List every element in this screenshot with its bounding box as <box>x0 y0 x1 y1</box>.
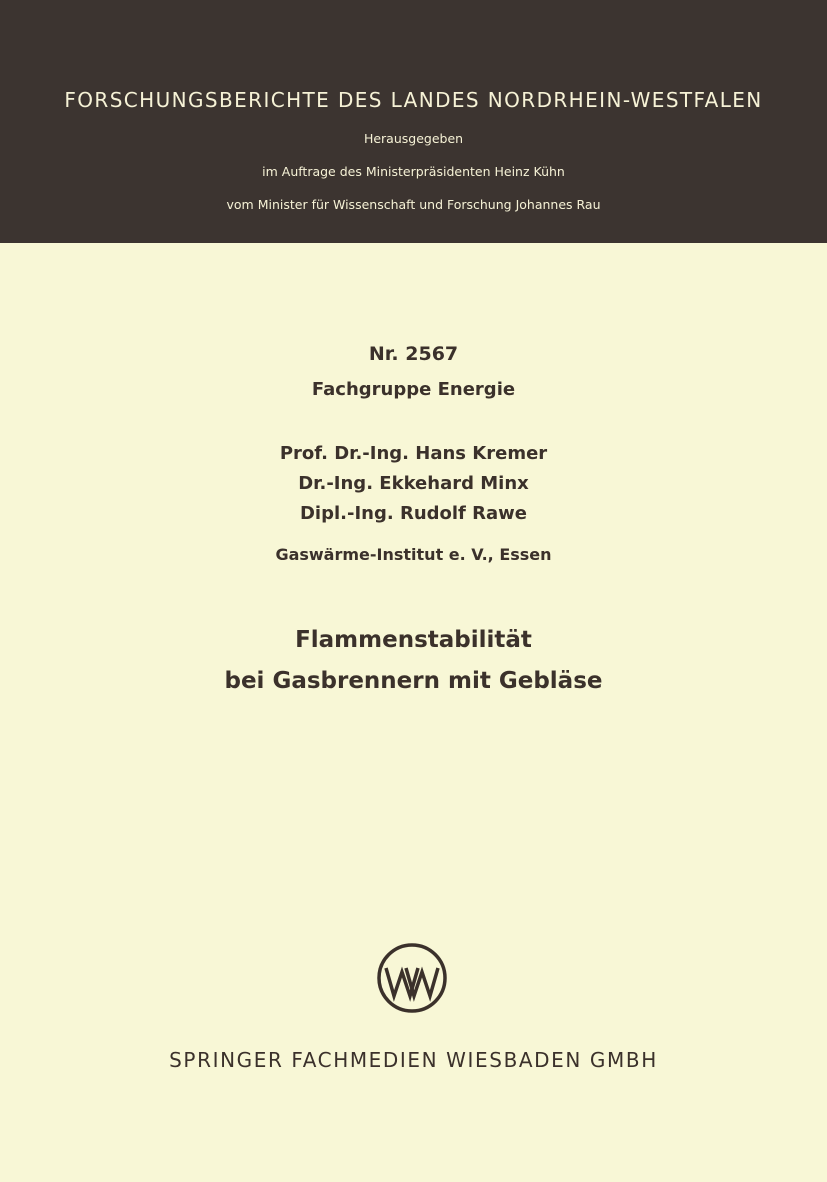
author-2: Dr.-Ing. Ekkehard Minx <box>298 473 529 494</box>
series-title: FORSCHUNGSBERICHTE DES LANDES NORDRHEIN-WESTFALEN <box>64 88 763 112</box>
author-3: Dipl.-Ing. Rudolf Rawe <box>299 503 527 524</box>
publisher-ww-logo-icon <box>376 942 448 1014</box>
institute: Gaswärme-Institut e. V., Essen <box>275 545 552 564</box>
series-header-band <box>0 0 827 243</box>
book-title-line-2: bei Gasbrennern mit Gebläse <box>224 668 603 694</box>
publisher-name: SPRINGER FACHMEDIEN WIESBADEN GMBH <box>169 1048 658 1072</box>
editor-line-3: vom Minister für Wissenschaft und Forschung Johannes Rau <box>226 197 601 212</box>
subject-group: Fachgruppe Energie <box>311 379 516 400</box>
book-title-line-1: Flammenstabilität <box>295 627 532 653</box>
editor-line-2: im Auftrage des Ministerpräsidenten Heinz Kühn <box>262 164 565 179</box>
author-1: Prof. Dr.-Ing. Hans Kremer <box>279 443 548 464</box>
report-number: Nr. 2567 <box>368 343 459 365</box>
editor-line-1: Herausgegeben <box>363 131 464 146</box>
